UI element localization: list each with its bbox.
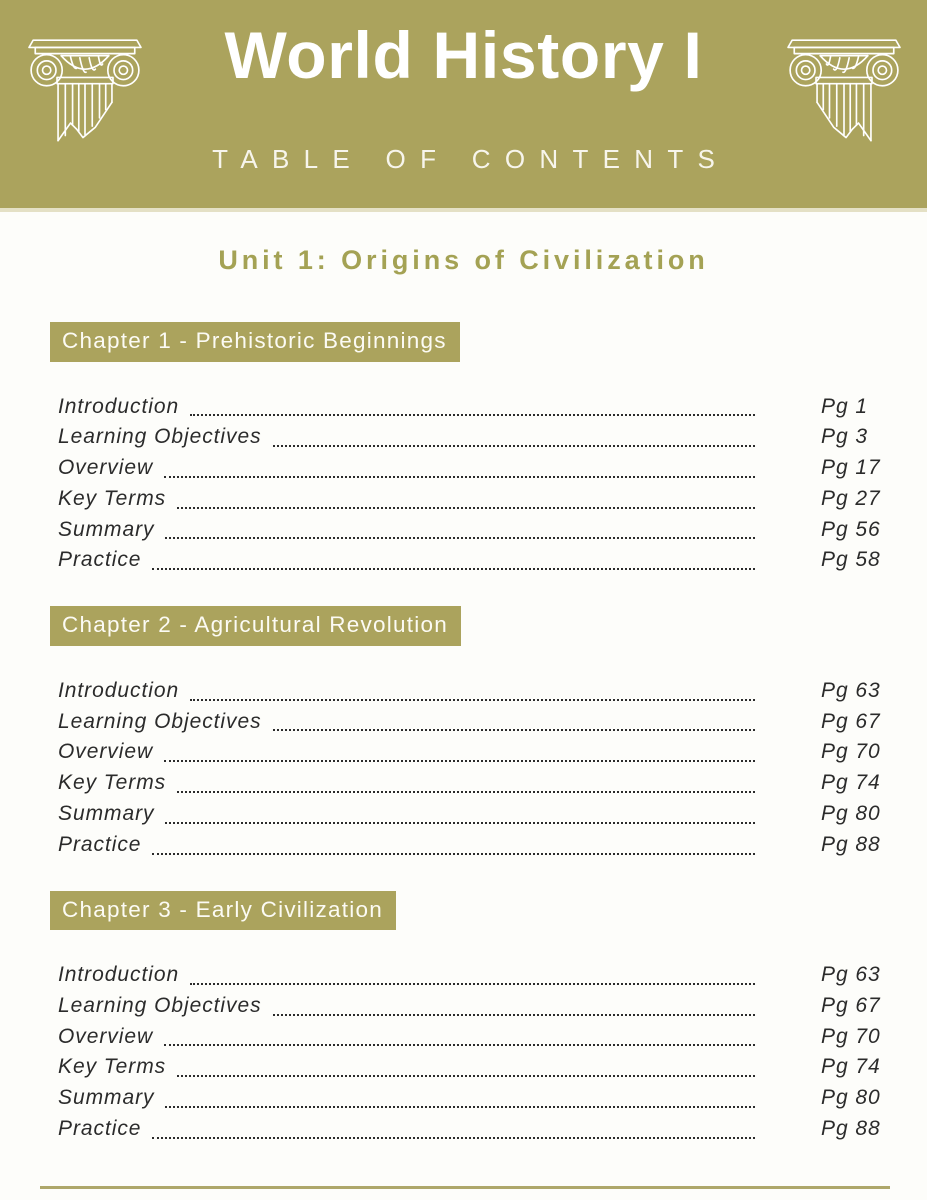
toc-entry (58, 830, 885, 861)
toc-entry-page: Pg 63 (821, 963, 881, 987)
toc-entry-page: Pg 56 (821, 517, 881, 541)
toc-entry (58, 960, 885, 991)
dot-leader (273, 729, 755, 731)
chapter-section (50, 606, 885, 860)
toc-entry-page: Pg 67 (821, 993, 881, 1017)
bottom-divider (40, 1186, 890, 1189)
toc-entry (58, 422, 885, 453)
toc-entry-label: Overview (58, 740, 154, 764)
toc-entry (58, 676, 885, 707)
toc-entry-label: Practice (58, 548, 142, 572)
dot-leader (190, 699, 755, 701)
dot-leader (165, 1106, 755, 1108)
chapter-section (50, 891, 885, 1145)
dot-leader (164, 1044, 755, 1046)
toc-entry-page: Pg 80 (821, 801, 881, 825)
header-banner (0, 0, 927, 212)
chapter-title: Chapter 2 - Agricultural Revolution (62, 612, 448, 638)
toc-entry-label: Summary (58, 517, 155, 541)
toc-entry (58, 515, 885, 546)
dot-leader (164, 760, 755, 762)
chapter-entries (50, 392, 885, 577)
page-subtitle: TABLE OF CONTENTS (212, 144, 730, 175)
toc-entry-label: Overview (58, 456, 154, 480)
toc-entry (58, 1052, 885, 1083)
toc-entry-label: Introduction (58, 678, 180, 702)
toc-entry-label: Key Terms (58, 486, 167, 510)
dot-leader (152, 853, 755, 855)
dot-leader (152, 568, 755, 570)
ionic-column-icon (781, 36, 907, 150)
toc-entry-label: Summary (58, 1086, 155, 1110)
toc-entry-page: Pg 88 (821, 832, 881, 856)
footer-area (0, 1186, 927, 1189)
chapters (0, 322, 927, 1145)
toc-entry-page: Pg 17 (821, 456, 881, 480)
dot-leader (177, 791, 755, 793)
toc-entry-label: Overview (58, 1024, 154, 1048)
dot-leader (165, 537, 755, 539)
toc-entry-page: Pg 58 (821, 548, 881, 572)
dot-leader (164, 476, 755, 478)
toc-entry-page: Pg 70 (821, 1024, 881, 1048)
dot-leader (190, 983, 755, 985)
toc-entry-label: Learning Objectives (58, 709, 262, 733)
dot-leader (177, 507, 755, 509)
toc-entry-page: Pg 70 (821, 740, 881, 764)
toc-entry (58, 1083, 885, 1114)
toc-entry-label: Practice (58, 1117, 142, 1141)
toc-entry (58, 392, 885, 423)
toc-entry (58, 1114, 885, 1145)
toc-entry (58, 991, 885, 1022)
toc-entry-label: Learning Objectives (58, 993, 262, 1017)
toc-entry (58, 737, 885, 768)
chapter-title: Chapter 3 - Early Civilization (62, 896, 383, 922)
chapter-entries (50, 676, 885, 861)
toc-entry-page: Pg 1 (821, 394, 868, 418)
dot-leader (165, 822, 755, 824)
toc-entry (58, 707, 885, 738)
dot-leader (190, 414, 755, 416)
toc-entry-page: Pg 63 (821, 678, 881, 702)
toc-entry-page: Pg 67 (821, 709, 881, 733)
toc-entry (58, 799, 885, 830)
toc-entry-label: Summary (58, 801, 155, 825)
toc-entry-page: Pg 74 (821, 771, 881, 795)
chapter-title: Chapter 1 - Prehistoric Beginnings (62, 328, 447, 353)
toc-entry (58, 1022, 885, 1053)
toc-entry (58, 453, 885, 484)
toc-entry-page: Pg 27 (821, 486, 881, 510)
toc-entry-page: Pg 88 (821, 1117, 881, 1141)
page-title: World History I (224, 18, 703, 92)
toc-entry (58, 768, 885, 799)
chapter-banner (50, 891, 396, 931)
toc-entry-label: Introduction (58, 394, 180, 418)
toc-entry-label: Practice (58, 832, 142, 856)
toc-entry-label: Learning Objectives (58, 425, 262, 449)
dot-leader (273, 1014, 755, 1016)
chapter-banner (50, 606, 461, 646)
toc-entry-label: Introduction (58, 963, 180, 987)
chapter-banner (50, 322, 460, 362)
toc-entry (58, 545, 885, 576)
toc-entry-page: Pg 80 (821, 1086, 881, 1110)
toc-entry-label: Key Terms (58, 771, 167, 795)
toc-entry (58, 484, 885, 515)
unit-title: Unit 1: Origins of Civilization (218, 245, 709, 275)
chapter-entries (50, 960, 885, 1145)
toc-entry-label: Key Terms (58, 1055, 167, 1079)
dot-leader (152, 1137, 755, 1139)
dot-leader (177, 1075, 755, 1077)
ionic-column-icon (22, 36, 148, 150)
dot-leader (273, 445, 755, 447)
toc-entry-page: Pg 74 (821, 1055, 881, 1079)
chapter-section (50, 322, 885, 576)
toc-entry-page: Pg 3 (821, 425, 868, 449)
